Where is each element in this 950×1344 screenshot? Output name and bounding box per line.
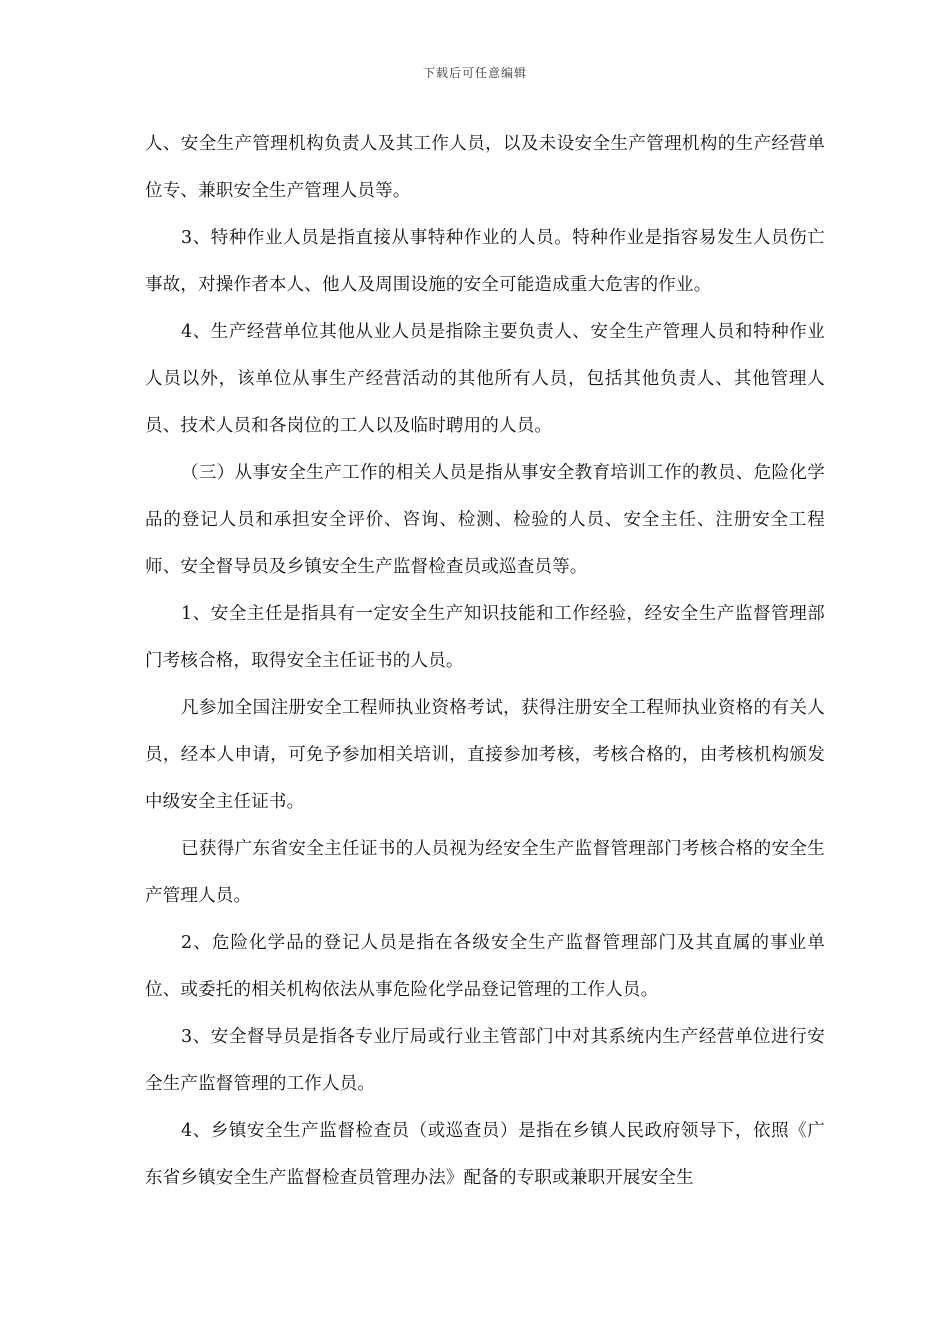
- paragraph: 已获得广东省安全主任证书的人员视为经安全生产监督管理部门考核合格的安全生产管理人员。: [145, 839, 825, 906]
- paragraph: 凡参加全国注册安全工程师执业资格考试，获得注册安全工程师执业资格的有关人员，经本人申请，可免予参加相关培训，直接参加考核，考核合格的，由考核机构颁发中级安全主任证书。: [145, 698, 825, 812]
- paragraph: 2、危险化学品的登记人员是指在各级安全生产监督管理部门及其直属的事业单位、或委托的相关机构依法从事危险化学品登记管理的工作人员。: [145, 933, 825, 1000]
- paragraph: 4、乡镇安全生产监督检查员（或巡查员）是指在乡镇人民政府领导下，依照《广东省乡镇安全生产监督检查员管理办法》配备的专职或兼职开展安全生: [145, 1121, 825, 1188]
- paragraph: （三）从事安全生产工作的相关人员是指从事安全教育培训工作的教员、危险化学品的登记人员和承担安全评价、咨询、检测、检验的人员、安全主任、注册安全工程师、安全督导员及乡镇安全生产监督检查员或巡查员等。: [145, 463, 825, 577]
- paragraph: 4、生产经营单位其他从业人员是指除主要负责人、安全生产管理人员和特种作业人员以外，该单位从事生产经营活动的其他所有人员，包括其他负责人、其他管理人员、技术人员和各岗位的工人以及临时聘用的人员。: [145, 322, 825, 436]
- page-header: 下载后可任意编辑: [422, 66, 527, 80]
- document-body: [145, 121, 825, 1202]
- paragraph: 1、安全主任是指具有一定安全生产知识技能和工作经验，经安全生产监督管理部门考核合格，取得安全主任证书的人员。: [145, 604, 825, 671]
- paragraph: 人、安全生产管理机构负责人及其工作人员，以及未设安全生产管理机构的生产经营单位专、兼职安全生产管理人员等。: [145, 134, 825, 201]
- paragraph: 3、特种作业人员是指直接从事特种作业的人员。特种作业是指容易发生人员伤亡事故，对操作者本人、他人及周围设施的安全可能造成重大危害的作业。: [145, 228, 825, 295]
- paragraph: 3、安全督导员是指各专业厅局或行业主管部门中对其系统内生产经营单位进行安全生产监督管理的工作人员。: [145, 1027, 825, 1094]
